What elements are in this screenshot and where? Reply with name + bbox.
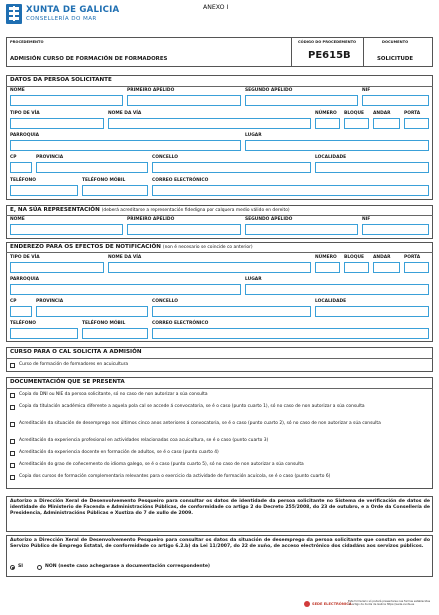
sede-icon	[304, 601, 310, 607]
procedure-header	[6, 37, 433, 67]
label-n-telefono-mobil: TELÉFONO MÓBIL	[82, 321, 126, 326]
label-provincia: PROVINCIA	[36, 155, 64, 160]
label-primeiro-apelido: PRIMEIRO APELIDO	[127, 88, 175, 93]
doc-item-label: Acreditación da experiencia profesional en actividades relacionadas coa acuicultura, se é o caso (punto cuarto 3)	[19, 438, 269, 443]
n-provincia-field[interactable]	[36, 306, 148, 317]
label-nome-via: NOME DA VÍA	[108, 111, 142, 116]
label-n-bloque: BLOQUE	[344, 255, 365, 260]
procedure-value: ADMISIÓN CURSO DE FORMACIÓN DE FORMADORES	[10, 56, 168, 62]
notification-title-note: (non é necesario se coincide co anterior)	[162, 245, 253, 250]
annex-label: ANEXO I	[203, 4, 229, 11]
localidade-field[interactable]	[315, 162, 429, 173]
porta-field[interactable]	[404, 118, 429, 129]
label-tipo-via: TIPO DE VÍA	[10, 111, 40, 116]
label-andar: ANDAR	[373, 111, 391, 116]
label-bloque: BLOQUE	[344, 111, 365, 116]
rep-primeiro-apelido-field[interactable]	[127, 224, 241, 235]
label-concello: CONCELLO	[152, 155, 179, 160]
segundo-apelido-field[interactable]	[245, 95, 358, 106]
label-porta: PORTA	[404, 111, 421, 116]
n-numero-field[interactable]	[315, 262, 340, 273]
n-parroquia-field[interactable]	[10, 284, 241, 295]
n-localidade-field[interactable]	[315, 306, 429, 317]
course-section-title: CURSO PARA O CAL SOLICITA A ADMISIÓN	[10, 349, 142, 355]
bloque-field[interactable]	[344, 118, 369, 129]
label-telefono: TELÉFONO	[10, 178, 36, 183]
sede-label: SEDE ELECTRÓNICA	[312, 602, 352, 606]
doc-item-label: Copia da titulación académica diferente a aquela pola cal se accede á convocatoria, se é o caso (punto cuarto 1), só no caso de non autorizar a súa consulta	[19, 404, 365, 409]
label-n-lugar: LUGAR	[245, 277, 262, 282]
applicant-section	[6, 75, 433, 200]
documents-section-title: DOCUMENTACIÓN QUE SE PRESENTA	[10, 379, 125, 385]
tipo-via-field[interactable]	[10, 118, 104, 129]
nome-field[interactable]	[10, 95, 123, 106]
telefono-field[interactable]	[10, 185, 78, 196]
footer-note: Este formulario só poderá presentarse nas formas establecidas no artigo da Xunta de Galicia https://sede.xunta.es	[348, 600, 431, 607]
document-label: DOCUMENTO	[382, 40, 409, 44]
label-cp: CP	[10, 155, 17, 160]
label-n-telefono: TELÉFONO	[10, 321, 36, 326]
dept-name: CONSELLERÍA DO MAR	[26, 16, 97, 22]
yes-label: SI	[18, 564, 24, 569]
label-correo: CORREO ELECTRÓNICO	[152, 178, 209, 183]
label-numero: NÚMERO	[315, 111, 337, 116]
label-n-tipo-via: TIPO DE VÍA	[10, 255, 40, 260]
doc-checkbox[interactable]	[10, 422, 15, 427]
label-n-localidade: LOCALIDADE	[315, 299, 347, 304]
label-n-porta: PORTA	[404, 255, 421, 260]
label-n-andar: ANDAR	[373, 255, 391, 260]
label-nome: NOME	[10, 88, 25, 93]
representative-title-text: E, NA SÚA REPRESENTACIÓN	[10, 207, 100, 213]
document-value: SOLICITUDE	[377, 56, 414, 62]
doc-checkbox[interactable]	[10, 463, 15, 468]
label-n-nome-via: NOME DA VÍA	[108, 255, 142, 260]
n-bloque-field[interactable]	[344, 262, 369, 273]
rep-segundo-apelido-field[interactable]	[245, 224, 358, 235]
no-label: NON (neste caso achegarase a documentación correspondente)	[45, 564, 211, 569]
notification-title-text: ENDEREZO PARA OS EFECTOS DE NOTIFICACIÓN	[10, 244, 161, 250]
n-nome-via-field[interactable]	[108, 262, 311, 273]
applicant-section-title: DATOS DA PERSOA SOLICITANTE	[10, 77, 112, 83]
label-localidade: LOCALIDADE	[315, 155, 347, 160]
concello-field[interactable]	[152, 162, 311, 173]
doc-checkbox[interactable]	[10, 405, 15, 410]
org-name: XUNTA DE GALICIA	[26, 5, 120, 15]
parroquia-field[interactable]	[10, 140, 241, 151]
doc-checkbox[interactable]	[10, 439, 15, 444]
doc-item-label: Copia do DNI ou NIE da persoa solicitante, só no caso de non autorizar a súa consulta	[19, 392, 208, 397]
no-radio[interactable]	[37, 565, 42, 570]
correo-field[interactable]	[152, 185, 429, 196]
label-rep-segundo-apelido: SEGUNDO APELIDO	[245, 217, 293, 222]
n-telefono-field[interactable]	[10, 328, 78, 339]
numero-field[interactable]	[315, 118, 340, 129]
doc-checkbox[interactable]	[10, 451, 15, 456]
rep-nome-field[interactable]	[10, 224, 123, 235]
code-value: PE615B	[308, 50, 351, 61]
doc-item-label: Acreditación da experiencia docente en formación de adultos, se é o caso (punto cuarto 4)	[19, 450, 219, 455]
course-option-label: Curso de formación de formadores en acuicultura	[19, 362, 129, 367]
yes-radio[interactable]	[10, 565, 15, 570]
n-cp-field[interactable]	[10, 306, 32, 317]
cp-field[interactable]	[10, 162, 32, 173]
unemployment-authorization-text: Autorizo a Dirección Xeral de Desenvolvemento Pesqueiro para consultar os datos da situación de desemprego da persoa solicitante que constan en poder do Servizo Público de Emprego Estatal, de conformidade co artigo 6.2.b) da Lei 11/2007, do 22 de xuño, de acceso electrónico dos cidadáns aos servizos públicos.	[10, 538, 430, 549]
doc-checkbox[interactable]	[10, 393, 15, 398]
n-porta-field[interactable]	[404, 262, 429, 273]
label-rep-nif: NIF	[362, 217, 371, 222]
notification-section-title	[10, 245, 253, 251]
doc-item-label: Acreditación da situación de desemprego nos últimos cinco anos anteriores á convocatoria, se é o caso (punto cuarto 2), só no caso de non autorizar a súa consulta	[19, 421, 381, 426]
procedure-label: PROCEDEMENTO	[10, 40, 44, 44]
doc-item-label: Copia dos cursos de formación complementaria relevantes para o exercicio da actividade de formación acuícola, se é o caso (punto cuarto 6)	[19, 474, 331, 479]
n-tipo-via-field[interactable]	[10, 262, 104, 273]
label-n-concello: CONCELLO	[152, 299, 179, 304]
representative-section-title	[10, 208, 290, 214]
doc-item-label: Acreditación do grao de coñecemento do idioma galego, se é o caso (punto cuarto 5), só no caso de non autorizar a súa consulta	[19, 462, 304, 467]
andar-field[interactable]	[373, 118, 400, 129]
rep-nif-field[interactable]	[362, 224, 429, 235]
code-label: CÓDIGO DO PROCEDEMENTO	[298, 40, 357, 44]
n-concello-field[interactable]	[152, 306, 311, 317]
label-segundo-apelido: SEGUNDO APELIDO	[245, 88, 293, 93]
n-correo-field[interactable]	[152, 328, 429, 339]
label-telefono-mobil: TELÉFONO MÓBIL	[82, 178, 126, 183]
label-n-correo: CORREO ELECTRÓNICO	[152, 321, 209, 326]
label-nif: NIF	[362, 88, 371, 93]
n-lugar-field[interactable]	[245, 284, 429, 295]
label-n-numero: NÚMERO	[315, 255, 337, 260]
label-n-cp: CP	[10, 299, 17, 304]
telefono-mobil-field[interactable]	[82, 185, 148, 196]
label-lugar: LUGAR	[245, 133, 262, 138]
nome-via-field[interactable]	[108, 118, 311, 129]
label-parroquia: PARROQUIA	[10, 133, 40, 138]
nif-field[interactable]	[362, 95, 429, 106]
representative-title-note: (deberá acreditarse a representación fidedigna por calquera medio válido en dereito)	[101, 208, 290, 213]
n-telefono-mobil-field[interactable]	[82, 328, 148, 339]
provincia-field[interactable]	[36, 162, 148, 173]
label-rep-nome: NOME	[10, 217, 25, 222]
label-n-parroquia: PARROQUIA	[10, 277, 40, 282]
n-andar-field[interactable]	[373, 262, 400, 273]
xunta-logo-icon	[6, 4, 22, 24]
doc-checkbox[interactable]	[10, 475, 15, 480]
label-n-provincia: PROVINCIA	[36, 299, 64, 304]
identity-authorization-text: Autorizo a Dirección Xeral de Desenvolvemento Pesqueiro para consultar os datos de identidade da persoa solicitante no Sistema de verificación de datos de identidade do Ministerio de Facenda e Administracións Públicas, de conformidade co artigo 2 do Decreto 255/2008, do 23 de outubro, e a Orde da Consellería de Presidencia, Administracións Públicas e Xustiza do 7 de xullo de 2009.	[10, 499, 430, 516]
lugar-field[interactable]	[245, 140, 429, 151]
course-checkbox[interactable]	[10, 363, 15, 368]
label-rep-primeiro-apelido: PRIMEIRO APELIDO	[127, 217, 175, 222]
primeiro-apelido-field[interactable]	[127, 95, 241, 106]
